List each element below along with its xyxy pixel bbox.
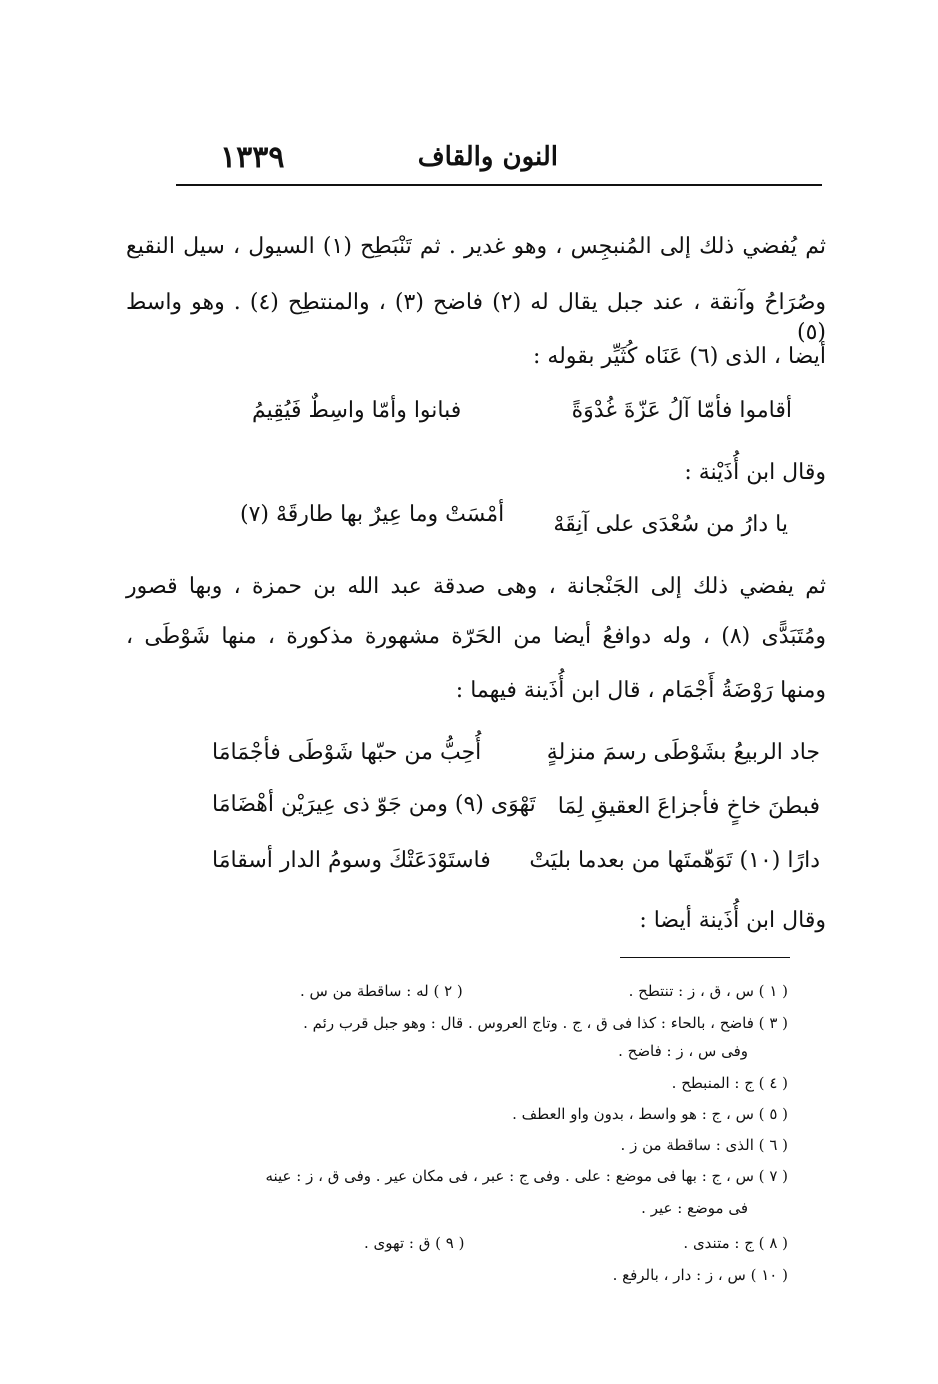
footnote-3-line-1: ( ٣ ) فاضح ، بالحاء : كذا فى ق ، ج . وتاج العروس . قال : وهو جبل قرب رئم . [303,1014,788,1032]
verse-3-first-hemistich: جاد الربيعُ بشَوْطَى رسمَ منزلةٍ [546,740,820,765]
verse-3-second-hemistich: أُحِبُّ من حبّها شَوْطَى فأجْمَامَا [212,740,482,765]
footnote-7-line-1: ( ٧ ) س ، ج : بها فى موضع : على . وفى ج : عبر ، فى مكان عير . وفى ق ، ز : عينه [265,1167,788,1185]
paragraph-3-line-3: ومنها رَوْضَةُ أَجْمَام ، قال ابن أُذَينة فيهما : [455,678,826,703]
paragraph-1-line-2: وصُرَاحُ وآنقة ، عند جبل يقال له (٢) فاضح (٣) ، والمنتطِح (٤) . وهو واسط (٥) [126,290,827,345]
footnote-2: ( ٢ ) له : ساقطة من س . [300,982,463,1000]
footnote-7-line-2: فى موضع : عير . [641,1199,748,1217]
footnote-9: ( ٩ ) ق : تهوى . [364,1234,465,1252]
footnote-10: ( ١٠ ) س ، ز : دار ، بالرفع . [612,1266,788,1284]
paragraph-3-line-2: ومُتَبَدًّى (٨) ، وله دوافعُ أيضا من الحَرّة مشهورة مذكورة ، منها شَوْطَى ، [126,624,827,649]
paragraph-4: وقال ابن أُذَينة أيضا : [639,908,826,933]
footnote-1: ( ١ ) س ، ق ، ز : تنتطح . [628,982,788,1000]
verse-2-first-hemistich: يا دارُ من سُعْدَى على آنِقَهْ [553,512,788,537]
verse-4-first-hemistich: فبطنَ خاخٍ فأجزاعَ العقيقِ لِمَا [557,794,820,819]
paragraph-3-line-1: ثم يفضي ذلك إلى الجَنْجانة ، وهى صدقة عبد الله بن حمزة ، وبها قصور [126,574,826,599]
footnote-6: ( ٦ ) الذى : ساقطة من ز . [620,1136,788,1154]
verse-4-second-hemistich: تَهْوَى (٩) ومن جَوّ ذى عِيرَيْن أهْضَامَا [212,792,536,817]
verse-1-second-hemistich: فبانوا وأمّا واسِطٌ فَيُقِيمُ [252,398,462,423]
verse-5-first-hemistich: دارًا (١٠) تَوَهّمتَها من بعدما بليَتْ [529,848,820,873]
running-title: النون والقاف [417,142,558,172]
paragraph-1-line-3: أيضا ، الذى (٦) عَنَاه كُثَيِّر بقوله : [532,344,826,369]
header-rule [176,184,822,186]
verse-5-second-hemistich: فاستَوْدَعَتْكَ وسومُ الدار أسقامَا [212,848,491,873]
footnote-4: ( ٤ ) ج : المنبطح . [671,1074,788,1092]
page-number: ١٣٣٩ [220,140,285,175]
page-header [176,140,762,184]
paragraph-1-line-1: ثم يُفضي ذلك إلى المُنبجِس ، وهو غدير . ثم تَنْبَطِح (١) السيول ، سيل النقيع [126,234,826,259]
footnote-3-line-2: وفى س ، ز : فاضح . [618,1042,748,1060]
footnote-separator [620,957,790,958]
footnote-5: ( ٥ ) س ، ج : هو واسط ، بدون واو العطف . [512,1105,788,1123]
paragraph-2: وقال ابن أُذَيْنة : [684,460,826,485]
footnote-8: ( ٨ ) ج : متندى . [683,1234,788,1252]
verse-1-first-hemistich: أقاموا فأمّا آلُ عَزّةَ غُدْوَةً [571,398,792,423]
verse-2-second-hemistich: أمْسَتْ وما عِيرٌ بها طارقَهْ (٧) [240,502,505,527]
